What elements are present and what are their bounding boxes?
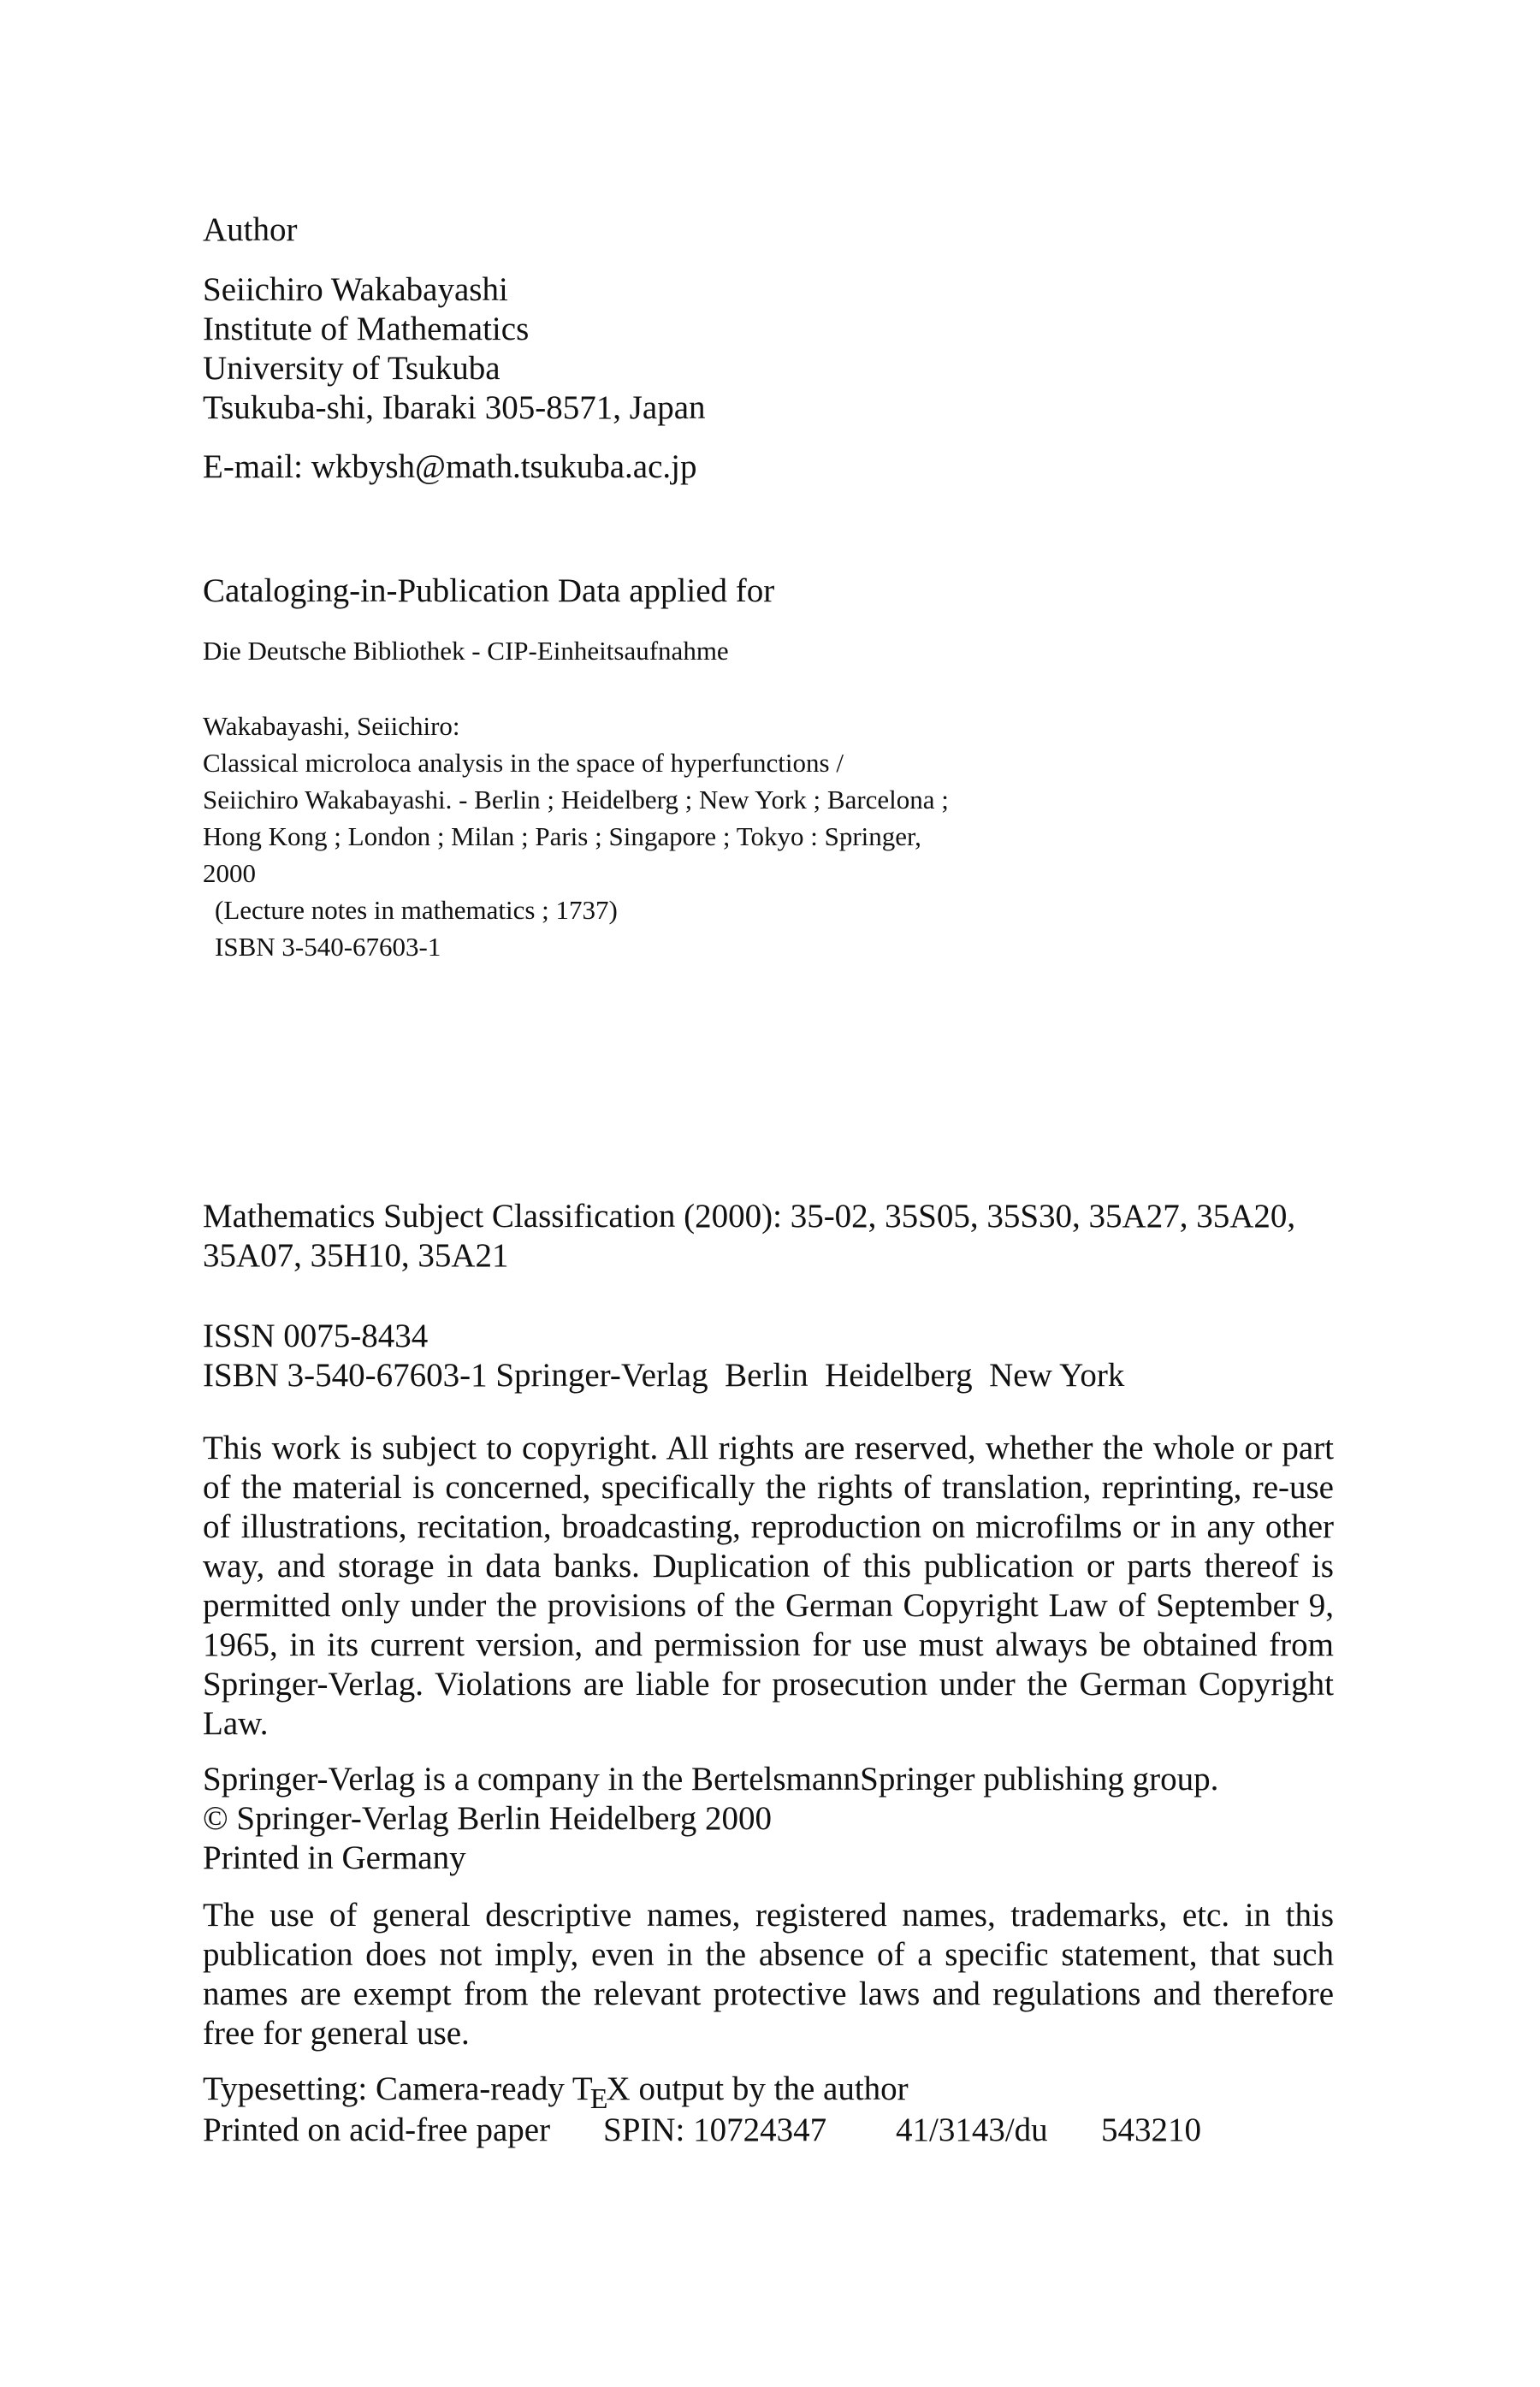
cip-entry-line: Classical microloca analysis in the space of hyperfunctions / xyxy=(203,748,844,778)
issn-line: ISSN 0075-8434 xyxy=(203,1318,429,1354)
cip-library-block xyxy=(203,632,729,669)
publisher-copyright: © Springer-Verlag Berlin Heidelberg 2000 xyxy=(203,1800,772,1837)
author-email xyxy=(203,447,696,487)
trademark-line: free for general use. xyxy=(203,2015,470,2052)
author-university: University of Tsukuba xyxy=(203,350,500,387)
typesetting-prefix: Typesetting: Camera-ready xyxy=(203,2070,572,2107)
copyright-line: permitted only under the provisions of the German Copyright Law of September 9, xyxy=(203,1587,1334,1624)
cip-isbn: ISBN 3-540-67603-1 xyxy=(215,932,441,962)
msc-block xyxy=(203,1197,1295,1276)
cip-entry-line: Wakabayashi, Seiichiro: xyxy=(203,711,460,741)
cip-entry-line: Seiichiro Wakabayashi. - Berlin ; Heidelberg ; New York ; Barcelona ; xyxy=(203,785,949,814)
copyright-line: way, and storage in data banks. Duplication of this publication or parts thereof is xyxy=(203,1548,1334,1584)
author-institute: Institute of Mathematics xyxy=(203,311,530,347)
copyright-paragraph xyxy=(203,1429,1334,1744)
publisher-block xyxy=(203,1760,1218,1878)
printed-in: Printed in Germany xyxy=(203,1839,466,1876)
colophon-final-row xyxy=(203,2111,1201,2150)
cip-heading: Cataloging-in-Publication Data applied for xyxy=(203,572,775,609)
publisher-group: Springer-Verlag is a company in the BertelsmannSpringer publishing group. xyxy=(203,1761,1219,1798)
email-line: E-mail: wkbysh@math.tsukuba.ac.jp xyxy=(203,448,697,485)
print-code: 41/3143/du xyxy=(896,2112,1048,2148)
typesetting-line xyxy=(203,2070,1201,2115)
trademark-line: names are exempt from the relevant protective laws and regulations and therefore xyxy=(203,1975,1334,2012)
copyright-line: Law. xyxy=(203,1705,269,1742)
cip-heading-block xyxy=(203,572,774,611)
print-run-number: 543210 xyxy=(1101,2112,1201,2148)
tex-logo-e: E xyxy=(589,2083,608,2115)
isbn-line: ISBN 3-540-67603-1 Springer-Verlag Berlin Heidelberg New York xyxy=(203,1357,1125,1394)
typesetting-suffix: output by the author xyxy=(630,2070,909,2107)
cip-series: (Lecture notes in mathematics ; 1737) xyxy=(215,895,618,925)
trademark-paragraph xyxy=(203,1896,1334,2053)
trademark-line: The use of general descriptive names, registered names, trademarks, etc. in this xyxy=(203,1897,1334,1934)
cip-entry-line: Hong Kong ; London ; Milan ; Paris ; Singapore ; Tokyo : Springer, xyxy=(203,821,921,851)
author-name: Seiichiro Wakabayashi xyxy=(203,271,508,308)
acid-free-paper: Printed on acid-free paper xyxy=(203,2112,551,2148)
author-block xyxy=(203,210,298,250)
tex-logo-x: X xyxy=(606,2070,631,2107)
identifier-block xyxy=(203,1317,1124,1395)
cip-library-line: Die Deutsche Bibliothek - CIP-Einheitsaufnahme xyxy=(203,636,729,666)
trademark-line: publication does not imply, even in the absence of a specific statement, that such xyxy=(203,1936,1334,1973)
msc-line-1: Mathematics Subject Classification (2000): 35-02, 35S05, 35S30, 35A27, 35A20, xyxy=(203,1198,1296,1235)
spin-number: SPIN: 10724347 xyxy=(603,2112,827,2148)
copyright-line: of the material is concerned, specifically the rights of translation, reprinting, re-use xyxy=(203,1469,1334,1506)
copyright-line: of illustrations, recitation, broadcasting, reproduction on microfilms or in any other xyxy=(203,1508,1334,1545)
cip-entry xyxy=(203,708,949,965)
author-address xyxy=(203,270,706,428)
copyright-line: Springer-Verlag. Violations are liable for prosecution under the German Copyright xyxy=(203,1666,1334,1703)
author-city: Tsukuba-shi, Ibaraki 305-8571, Japan xyxy=(203,389,706,426)
colophon xyxy=(203,2070,1201,2150)
cip-entry-line: 2000 xyxy=(203,858,256,888)
copyright-line: 1965, in its current version, and permission for use must always be obtained from xyxy=(203,1626,1334,1663)
author-heading: Author xyxy=(203,211,298,248)
copyright-line: This work is subject to copyright. All rights are reserved, whether the whole or part xyxy=(203,1430,1334,1466)
msc-line-2: 35A07, 35H10, 35A21 xyxy=(203,1237,509,1274)
tex-logo-t: T xyxy=(572,2070,593,2107)
